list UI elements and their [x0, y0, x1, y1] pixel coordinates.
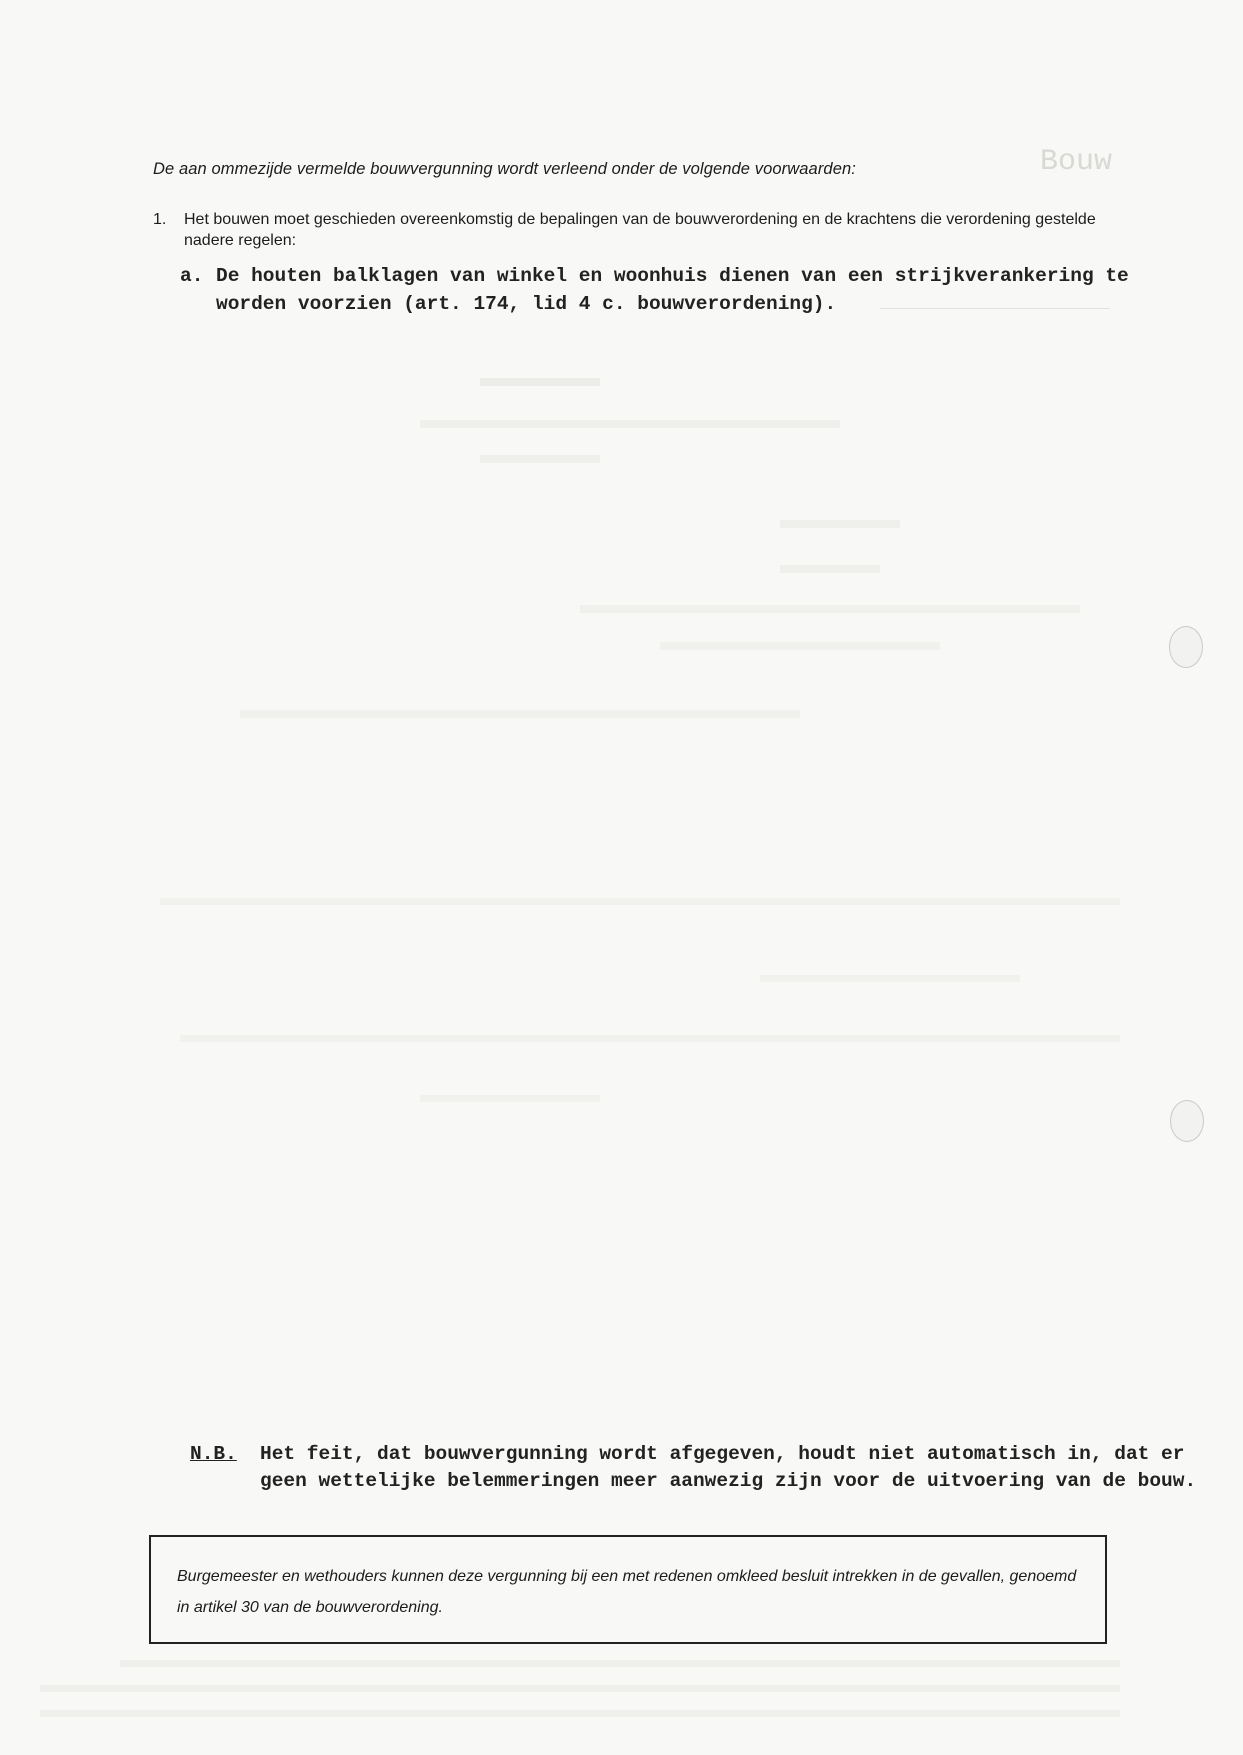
show-through-14: [420, 1095, 600, 1102]
sub-condition-letter: a.: [180, 265, 204, 287]
sub-condition-text: De houten balklagen van winkel en woonhuis dienen van een strijkverankering te worden voorzien (art. 174, lid 4 c. bouwverordening).: [216, 265, 1129, 315]
condition-1: [153, 209, 1123, 251]
show-through-11: [160, 898, 1120, 905]
show-through-6: [780, 520, 900, 528]
condition-number: 1.: [153, 211, 167, 228]
nb-note: [190, 1441, 1220, 1495]
show-through-5: [480, 455, 600, 463]
show-through-17: [40, 1710, 1120, 1717]
nb-text: Het feit, dat bouwvergunning wordt afgegeven, houdt niet automatisch in, dat er geen wettelijke belemmeringen meer aanwezig zijn voor de uitvoering van de bouw.: [260, 1443, 1197, 1492]
show-through-3: [480, 378, 600, 386]
revocation-notice-text: Burgemeester en wethouders kunnen deze vergunning bij een met redenen omkleed besluit intrekken in de gevallen, genoemd in artikel 30 van de bouwverordening.: [177, 1568, 1077, 1616]
show-through-1: Bouw: [1040, 145, 1113, 179]
show-through-9: [660, 642, 940, 650]
condition-text: Het bouwen moet geschieden overeenkomstig de bepalingen van de bouwverordening en de krachtens die verordening gestelde nadere regelen:: [184, 211, 1096, 249]
show-through-7: [780, 565, 880, 573]
show-through-12: [760, 975, 1020, 982]
punch-hole-top: [1169, 626, 1203, 668]
show-through-13: [180, 1035, 1120, 1042]
show-through-16: [40, 1685, 1120, 1692]
condition-1a: [180, 262, 1180, 318]
nb-label: N.B.: [190, 1443, 237, 1465]
show-through-10: [240, 710, 800, 718]
punch-hole-bottom: [1170, 1100, 1204, 1142]
conditions-intro: De aan ommezijde vermelde bouwvergunning wordt verleend onder de volgende voorwaarden:: [153, 160, 856, 178]
show-through-8: [580, 605, 1080, 613]
show-through-4: [420, 420, 840, 428]
revocation-notice-box: [149, 1535, 1107, 1644]
show-through-15: [120, 1660, 1120, 1667]
